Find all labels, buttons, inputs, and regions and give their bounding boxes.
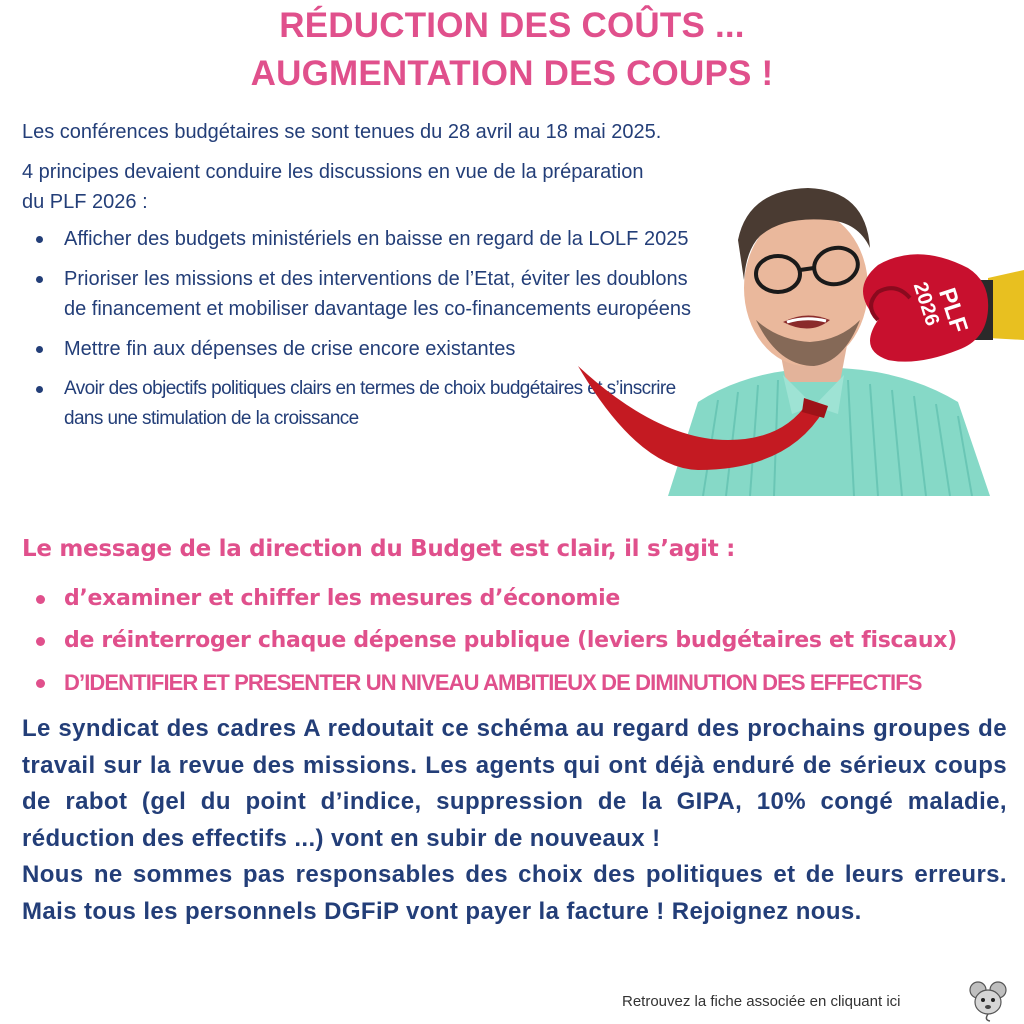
shirt <box>668 368 990 496</box>
conclusion-paragraph: Le syndicat des cadres A redoutait ce schéma au regard des prochains groupes de travail sur la revue des missions. Les agents qui ont déjà enduré de sérieux coups de rabot (gel du point d’indice, suppression de la GIPA, 10% congé maladie, réduction des effectifs ...) vont en subir de nouveaux ! <box>22 715 1007 852</box>
page-title-line-2: AUGMENTATION DES COUPS ! <box>250 54 774 93</box>
page-title-line-1: RÉDUCTION DES COÛTS ... <box>279 6 745 45</box>
principle-item: Mettre fin aux dépenses de crise encore existantes <box>22 334 712 364</box>
glove-label: PLF <box>933 284 973 337</box>
message-item: D’IDENTIFIER ET PRESENTER UN NIVEAU AMBITIEUX DE DIMINUTION DES EFFECTIFS <box>22 662 1024 704</box>
associated-sheet-link[interactable]: Retrouvez la fiche associée en cliquant ici <box>622 993 901 1010</box>
budget-message-list <box>22 578 1024 704</box>
glove-label: 2026 <box>908 279 944 329</box>
intro-principles-lead: 4 principes devaient conduire les discussions en vue de la préparation du PLF 2026 : <box>22 161 644 213</box>
punched-man-illustration <box>578 170 1024 496</box>
principle-item: Prioriser les missions et des interventions de l’Etat, éviter les doublons de financement et mobiliser davantage les co-financements européens <box>22 264 712 324</box>
conclusion-paragraph: Nous ne sommes pas responsables des choix des politiques et de leurs erreurs. Mais tous les personnels DGFiP vont payer la facture ! Rejoignez nous. <box>22 861 1007 925</box>
budget-message-title: Le message de la direction du Budget est clair, il s’agit : <box>22 536 736 562</box>
message-item: d’examiner et chiffer les mesures d’économie <box>22 578 1024 620</box>
principle-item: Avoir des objectifs politiques clairs en termes de choix budgétaires et s’inscrire dans une stimulation de la croissance <box>22 374 712 434</box>
mouse-mascot-icon[interactable] <box>966 978 1010 1022</box>
conclusion-block <box>22 711 1007 930</box>
boxing-glove-icon <box>863 254 1024 361</box>
principle-item: Afficher des budgets ministériels en baisse en regard de la LOLF 2025 <box>22 224 712 254</box>
message-item: de réinterroger chaque dépense publique (leviers budgétaires et fiscaux) <box>22 620 1024 662</box>
intro-dates: Les conférences budgétaires se sont tenues du 28 avril au 18 mai 2025. <box>22 121 662 143</box>
